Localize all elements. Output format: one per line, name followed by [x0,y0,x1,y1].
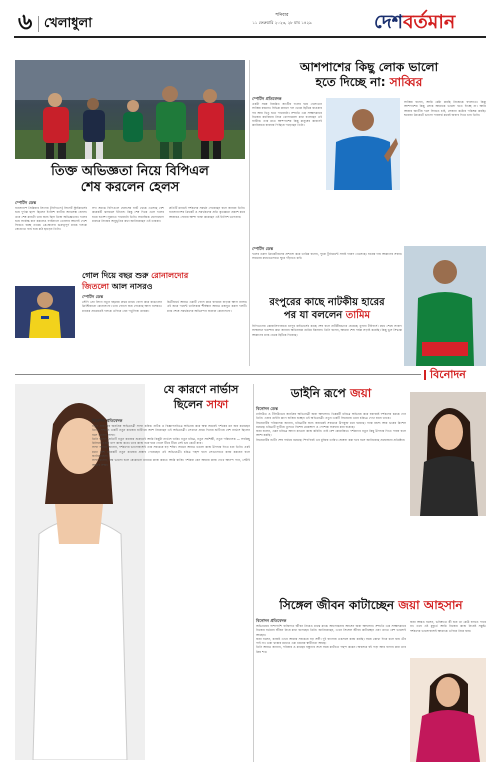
column-separator [249,60,250,366]
page-number: ৬ [18,10,33,35]
joya-single-col-2: জয়া আরও বলেন, ভবিষ্যতে কী হবে তা কেউ বলতে পারে না। তবে এই মুহূর্তে আমি নিজের কাজ নিয়েই সন্তুষ্ট। দর্শকদের ভালোবাসাই আমাকে এগিয়ে নিয়ে যায়। [410,620,486,633]
safa-headline [150,382,252,412]
sabbir-headline [252,60,486,90]
joya-single-photo [410,658,486,762]
masthead-divider [38,16,39,32]
joya-single-headline-accent: জয়া আহসান [398,598,463,612]
tamim-col-1-top: দলের তরুণ ক্রিকেটারদের প্রশংসা করে তামিম বলেন, পুরো টুর্নামেন্টে সবাই দারুণ খেলেছে। হারের দায় আমাদের সবার। সামনের ম্যাচগুলোতে ঘুরে দাঁড়াতে চাই। [252,252,402,261]
masthead [14,8,486,38]
joya-dance-headline [256,386,406,401]
tamim-byline: স্পোর্টস ডেস্ক [252,246,274,251]
hales-headline-line-2: শেষ করলেন হেলস [80,180,180,195]
sabbir-headline-plain: হতে দিচ্ছে না: [315,75,390,89]
sabbir-photo [326,98,400,190]
logo-part-1: দেশ [374,11,403,33]
ronaldo-headline-accent-2: জিতলো [82,282,109,291]
ronaldo-col-1: সৌদি প্রো লিগে নতুন বছরের প্রথম ম্যাচে গোল করে রাঙালেন ক্রিস্টিয়ানো রোনালদো। তার গোলে জয় পেয়েছে আল নাসরও। ম্যাচের প্রথমার্ধেই দলকে এগিয়ে নেন পর্তুগিজ তারকা। [82,300,162,313]
ronaldo-col-2: দ্বিতীয়ার্ধে আরও একটি গোল করে ব্যবধান বাড়ায় আল নাসর। এই জয়ে পয়েন্ট তালিকার শীর্ষস্থান আরও মজবুত করল দলটি। ম্যাচ শেষে সমর্থকদের অভিনন্দন জানান রোনালদো। [167,300,247,313]
entertainment-rule [15,374,421,375]
tamim-headline-line-1: রংপুরের কাছে নাটকীয় হারের [269,297,385,308]
tamim-headline [252,296,402,322]
ronaldo-headline-plain-2: আল নাসরও [108,282,153,291]
ronaldo-byline: স্পোর্টস ডেস্ক [82,294,104,299]
tamim-col-1: বিপিএলের কোয়ালিফায়ারে রংপুর রাইডার্সের কাছে শেষ বলে নাটকীয়ভাবে হেরেছে খুলনা টাইগার্স। ম্যাচ শেষে সংবাদ সম্মেলনে হতাশার কথা জানান অধিনায়ক তামিম ইকবাল। তিনি বলেন, আমরা শেষ পর্যন্ত লড়াই করেছি। কিছু ভুল সিদ্ধান্ত আমাদের ম্যাচ থেকে ছিটকে দিয়েছে। [252,324,402,337]
logo-part-2: বর্তমান [402,11,456,33]
section-title: খেলাধুলা [44,16,93,31]
safa-headline-accent: সাফা [206,398,229,411]
safa-headline-line-1: যে কারণে নার্ভাস [163,383,239,396]
joya-dance-headline-accent: জয়া [349,386,372,400]
joya-dance-byline: বিনোদন ডেস্ক [256,406,278,411]
safa-byline: বিনোদন প্রতিবেদক [92,418,123,423]
hales-col-3: প্রতিটি ম্যাচেই দর্শকদের সমর্থন পেয়েছেন বলে জানান তিনি। বাংলাদেশের ক্রিকেট ও সমর্থকদের প্রতি কৃতজ্ঞতা প্রকাশ করে আবারও ফেরার আশা ব্যক্ত করেছেন এই ইংলিশ ওপেনার। [169,206,245,219]
joya-single-col-1: অভিনয়ের পাশাপাশি ব্যক্তিগত জীবন নিয়েও মাঝে মাঝে আলোচনায় আসেন জয়া আহসান। সম্প্রতি এক সাক্ষাৎকারে নিজের বর্তমান জীবন নিয়ে কথা বলেছেন তিনি। জানিয়েছেন, এখন সিঙ্গেল জীবন কাটাচ্ছেন এবং তাতে বেশ ভালোই আছেন। জয়া বলেন, কাজই এখন আমার সবচেয়ে বড় সঙ্গী। দুই বাংলায় একসঙ্গে কাজ করছি। সময় কোথা দিয়ে চলে যায় টের পাই না। একা থাকার মধ্যেও এক ধরনের স্বাধীনতা আছে। তিনি আরও জানান, পরিবার ও কাছের বন্ধুদের সঙ্গে সময় কাটাতে পছন্দ করেন। অবসরে বই পড়া আর বাগান করা তার প্রিয় শখ। [256,624,406,654]
joya-dance-photo [410,392,486,516]
ronaldo-headline [82,270,252,292]
entertainment-label: বিনোদন [430,368,466,381]
tamim-headline-accent: তামিম [345,310,371,321]
hales-headline-line-1: তিক্ত অভিজ্ঞতা নিয়ে বিপিএল [51,164,209,179]
sabbir-byline: স্পোর্টস প্রতিবেদক [252,96,282,101]
joya-single-byline: বিনোদন প্রতিবেদক [256,618,287,623]
joya-dance-body: ঢালিউড ও টলিউডের জনপ্রিয় অভিনেত্রী জয়া আহসান। ভিন্নধর্মী চরিত্রে অভিনয় করে বরাবরই দর্শকদের চমকে দেন তিনি। এবার ডাইনি রূপে হাজির হচ্ছেন এই অভিনেত্রী। নতুন একটি সিনেমায় এমন চরিত্রে দেখা যাবে তাকে। সিনেমাটির পরিচালক জানান, চরিত্রটির জন্য জয়াকেই সবচেয়ে উপযুক্ত মনে হয়েছে। গল্পে রহস্য আর ভয়ের মিশেল রয়েছে। চরিত্রটি ফুটিয়ে তুলতে বিশেষ মেকআপ ও পোশাক ব্যবহার করা হয়েছে। জয়া বলেন, এমন চরিত্রে আগে কখনো কাজ করিনি। তাই বেশ রোমাঞ্চিত। দর্শকদের নতুন কিছু উপহার দিতে পারব বলে আশা করছি। সিনেমাটির শুটিং শেষ পর্যায়ে রয়েছে। শিগগিরই এর মুক্তির তারিখ ঘোষণা করা হবে বলে জানিয়েছে প্রযোজনা প্রতিষ্ঠান। [256,412,406,442]
sabbir-headline-accent: সাব্বির [389,75,423,89]
logo [374,11,455,33]
hales-byline: স্পোর্টস ডেস্ক [15,200,37,205]
hales-col-2: সদ্য সমাপ্ত বিপিএলে হেলসের ব্যাট থেকে এসেছে বেশ কয়েকটি ঝলমলে ইনিংস। কিন্তু শেষ দিকে এসে দলের হারে হতাশা লুকাতে পারেননি তিনি। সামাজিক যোগাযোগ মাধ্যমে নিজের অনুভূতির কথা জানিয়েছেন এই তারকা। [92,206,164,223]
joya-dance-headline-plain: ডাইনি রূপে [290,386,350,400]
tamim-photo [404,246,486,366]
issue-day: শনিবার [275,13,289,18]
sabbir-headline-line-1: আশপাশের কিছু লোক ভালো [299,60,439,74]
hales-col-1: বাংলাদেশ প্রিমিয়ার লিগের (বিপিএল) সিলেট স্ট্রাইকার্সের হয়ে দুর্দান্ত ছন্দে ছিলেন ইংলিশ ব্যাটার অ্যালেক্স হেলস। তবে শেষ ম্যাচটা তার জন্য ছিল তিক্ত অভিজ্ঞতার। দলের হয়ে সর্বোচ্চ রান করলেও ফাইনালে তোলার আগেই দেশে ফিরতে হচ্ছে তাকে। প্লে-অফের গুরুত্বপূর্ণ ম্যাচে দলকে জেতাতে ব্যর্থ হয়ে মাঠ ছাড়েন তিনি। [15,206,87,232]
sabbir-col-1: একটা সময় নিয়মিত জাতীয় দলের হয়ে খেলতেন সাব্বির রহমান। বিভিন্ন কারণে দল থেকে ছিটকে যাওয়ার পর আর থিতু হতে পারেননি। সম্প্রতি এক সাক্ষাৎকারে নিজের ক্যারিয়ার নিয়ে খোলামেলা কথা বলেছেন এই ব্যাটার। তার মতে আশপাশের কিছু মানুষের কারণেই ক্যারিয়ারে বারবার পিছিয়ে পড়েছেন তিনি। [252,102,322,128]
column-separator [253,384,254,762]
ronaldo-headline-plain: গোল দিয়ে বছর শুরু [82,271,152,280]
safa-headline-plain: ছিলেন [173,398,207,411]
ronaldo-photo [15,286,75,338]
ronaldo-headline-accent: রোনালদোর [151,271,189,280]
issue-date: ১১ ফেব্রুয়ারি ২০২৩, ২৮ মাঘ ১৪২৯ [252,20,312,25]
masthead-rule [14,36,486,38]
safa-body: নতুন প্রজন্মের জনপ্রিয় অভিনেত্রী সাফা কবির। নাটক ও বিজ্ঞাপনচিত্রে অভিনয় করে অল্প সময়েই দর্শকের মন জয় করেছেন তিনি। সম্প্রতি একটি নতুন কাজের শুটিংয়ে অংশ নিয়েছেন এই অভিনেত্রী। সেখানে প্রথম দিনের শুটিংয়ে বেশ নার্ভাস ছিলেন বলে জানান সাফা। তিনি বলেন, প্রতিটি নতুন কাজের শুরুতেই আমি কিছুটা নার্ভাস থাকি। নতুন চরিত্র, নতুন সহশিল্পী, নতুন পরিচালক — সবকিছু মিলিয়ে একটা চাপ কাজ করে। তবে কাজ শুরু হয়ে গেলে ধীরে ধীরে সেই ভয় কেটে যায়। সাফা আরও জানান, দর্শকদের ভালোবাসাই তার সবচেয়ে বড় শক্তি। সামনে আরও ভালো কাজ উপহার দিতে চান তিনি। এরই মধ্যে বেশ কয়েকটি নতুন কাজের প্রস্তাব পেয়েছেন এই অভিনেত্রী। চরিত্র পছন্দ হলে সেগুলোতে কাজ করবেন বলে জানিয়েছেন। সাফা বলেন, গল্প ভালো হলে যেকোনো মাধ্যমে কাজ করতে আমি রাজি। দর্শকরা যেন আমার কাজ দেখে আনন্দ পান, সেটাই আমার লক্ষ্য। [92,424,250,467]
tamim-headline-plain: পর যা বললেন [283,310,346,321]
hales-photo [15,60,245,159]
sabbir-col-2: সাব্বির বলেন, আমি চেষ্টা করছি নিজেকে বদলাতে। কিন্তু আশপাশের কিছু লোক আমাকে ভালো হতে দিচ্ছে না। আমি আবার জাতীয় দলে ফিরতে চাই, সেজন্য কঠোর পরিশ্রম করছি। ঘরোয়া ক্রিকেটে ভালো পারফর্ম করেই জবাব দিতে চান তিনি। [404,100,486,117]
joya-single-headline [256,598,486,613]
hales-headline [15,164,245,196]
entertainment-bar [424,370,426,380]
joya-single-headline-plain: সিঙ্গেল জীবন কাটাচ্ছেন [279,598,399,612]
